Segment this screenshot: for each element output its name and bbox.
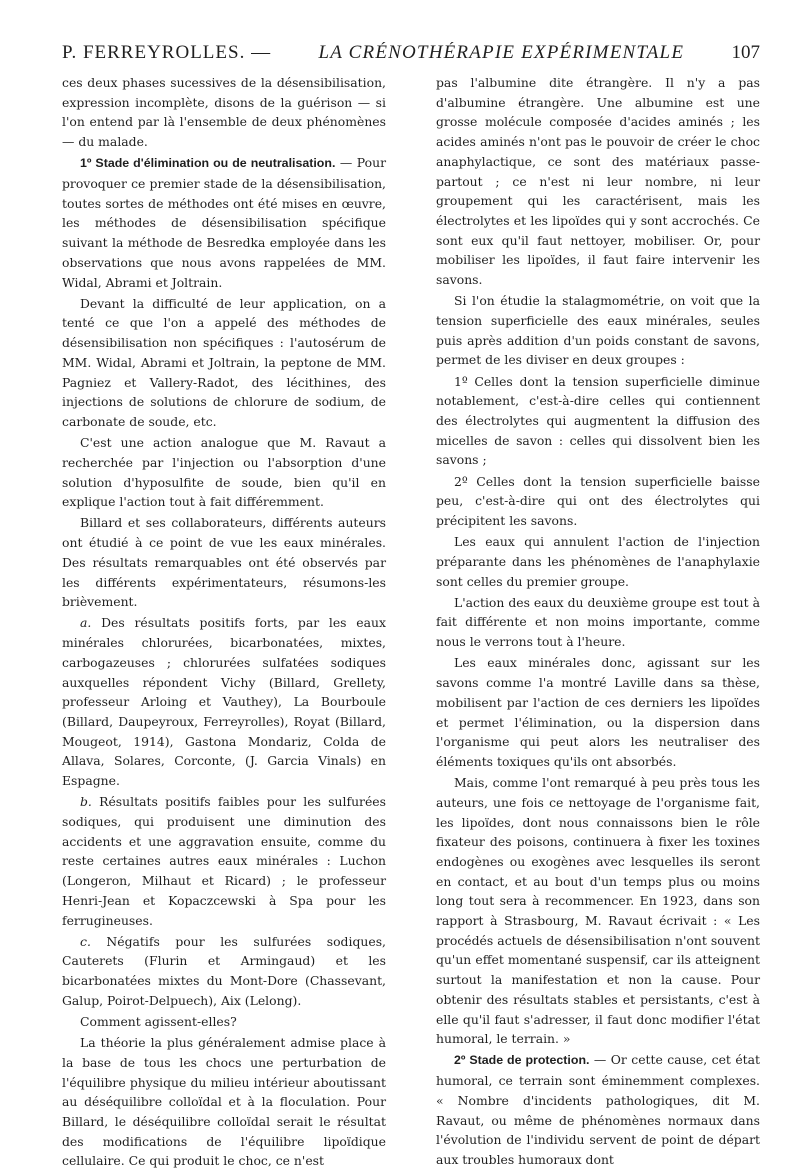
text-columns [62, 73, 760, 1173]
header-author: P. FERREYROLLES. — [62, 42, 272, 63]
section-heading: 2º Stade de protection. [454, 1053, 590, 1068]
paragraph: C'est une action analogue que M. Ravaut a recherchée par l'injection ou l'absorption d'une solution d'hyposulfite de soude, bien qu'il en explique l'action tout à fait différemment. [62, 435, 386, 510]
item-letter: b. [80, 794, 92, 810]
lettered-paragraph [62, 792, 386, 930]
paragraph: L'action des eaux du deuxième groupe est tout à fait différente et non moins importante, comme nous le verrons tout à l'heure. [436, 594, 760, 650]
section-heading: 1º Stade d'élimination ou de neutralisation. [80, 156, 336, 171]
section-paragraph [436, 1050, 760, 1169]
section-paragraph [62, 153, 386, 292]
section-text: — Or cette cause, cet état humoral, ce terrain sont éminemment complexes. « Nombre d'incidents pathologiques, dit M. Ravaut, ou même de phénomènes normaux dans l'évolution de l'individu servent de point de départ aux troubles humoraux dont [436, 1052, 760, 1167]
lettered-paragraph [62, 613, 386, 790]
paragraph-continued: pas l'albumine dite étrangère. Il n'y a pas d'albumine étrangère. Une albumine est une grosse molécule composée d'acides aminés ; les acides aminés n'ont pas le pouvoir de créer le choc anaphylactique, ce sont des matériaux passe-partout ; ce n'est ni leur nombre, ni leur groupement qui les caractérisent, mais les électrolytes et les lipoïdes qui y sont accrochés. Ce sont eux qu'il faut nettoyer, mobiliser. Or, pour mobiliser les lipoïdes, il faut faire intervenir les savons. [436, 75, 760, 288]
item-text: Négatifs pour les sulfurées sodiques, Cauterets (Flurin et Armingaud) et les bicarbonatées mixtes du Mont-Dore (Chassevant, Galup, Poirot-Delpuech), Aix (Lelong). [62, 933, 386, 1008]
paragraph: Les eaux qui annulent l'action de l'injection préparante dans les phénomènes de l'anaphylaxie sont celles du premier groupe. [436, 534, 760, 589]
paragraph: Si l'on étudie la stalagmométrie, on voit que la tension superficielle des eaux minérales, seules puis après addition d'un poids constant de savons, permet de les diviser en deux groupes : [436, 293, 760, 368]
paragraph: 1º Celles dont la tension superficielle diminue notablement, c'est-à-dire celles qui contiennent des électrolytes qui augmentent la diffusion des micelles de savon : celles qui dissolvent bien les savons ; [436, 373, 760, 468]
header-title: LA CRÉNOTHÉRAPIE EXPÉRIMENTALE [318, 42, 685, 63]
paragraph: Devant la difficulté de leur application, on a tenté ce que l'on a appelé des méthodes de désensibilisation non spécifiques : l'autosérum de MM. Widal, Abrami et Joltrain, la peptone de MM. Pagniez et Vallery-Radot, des lécithines, des injections de solutions de chlorure de sodium, de carbonate de soude, etc. [62, 295, 386, 429]
paragraph: La théorie la plus généralement admise place à la base de tous les chocs une perturbation de l'équilibre physique du milieu intérieur aboutissant au déséquilibre colloïdal et à la floculation. Pour Billard, le déséquilibre colloïdal serait le résultat des modifications de l'équilibre lipoïdique cellulaire. Ce qui produit le choc, ce n'est [62, 1035, 386, 1169]
paragraph-continued: ces deux phases sucessives de la désensibilisation, expression incomplète, disons de la guérison — si l'on entend par là l'ensemble de deux phénomènes — du malade. [62, 75, 386, 150]
item-text: Des résultats positifs forts, par les eaux minérales chlorurées, bicarbonatées, mixtes, carbogazeuses ; chlorurées sulfatées sodiques auxquelles répondent Vichy (Billard, Grellety, professeur Arloing et Vauthey), La Bourboule (Billard, Daupeyroux, Ferreyrolles), Royat (Billard, Mougeot, 1914), Gastona Mondariz, Colda de Allava, Solares, Corconte, (J. Garcia Vinals) en Espagne. [62, 615, 386, 789]
paragraph: Les eaux minérales donc, agissant sur les savons comme l'a montré Laville dans sa thèse, mobilisent par l'action de ces derniers les lipoïdes et permet l'élimination, ou la dispersion dans l'organisme qui peut alors les neutraliser des éléments toxiques qu'ils ont absorbés. [436, 655, 760, 769]
item-text: Résultats positifs faibles pour les sulfurées sodiques, qui produisent une diminution des accidents et une aggravation ensuite, comme du reste certaines autres eaux minérales : Luchon (Longeron, Milhaut et Ricard) ; le professeur Henri-Jean et Kopaczcewski à Spa pour les ferrugineuses. [62, 794, 386, 928]
running-header [62, 42, 760, 72]
item-letter: c. [80, 933, 91, 949]
paragraph: Billard et ses collaborateurs, différents auteurs ont étudié à ce point de vue les eaux minérales. Des résultats remarquables ont été observés par les différents expérimentateurs, résumons-les brièvement. [62, 515, 386, 610]
section-text: — Pour provoquer ce premier stade de la désensibilisation, toutes sortes de méthodes ont été mises en œuvre, les méthodes de désensibilisation spécifique suivant la méthode de Besredka employée dans les observations que nous avons rappelées de MM. Widal, Abrami et Joltrain. [62, 155, 387, 290]
paragraph: Mais, comme l'ont remarqué à peu près tous les auteurs, une fois ce nettoyage de l'organisme fait, les lipoïdes, dont nous connaissons bien le rôle fixateur des poisons, continuera à fixer les toxines endogènes ou exogènes avec lesquelles ils seront en contact, et au bout d'un temps plus ou moins long tout sera à recommencer. En 1923, dans son rapport à Strasbourg, M. Ravaut écrivait : « Les procédés actuels de désensibilisation n'ont souvent qu'un effet momentané suspensif, car ils atteignent surtout la manifestation et non la cause. Pour obtenir des résultats stables et persistants, c'est à elle qu'il faut s'adresser, il faut donc modifier l'état humoral, le terrain. » [436, 775, 760, 1047]
paragraph: 2º Celles dont la tension superficielle baisse peu, c'est-à-dire qui ont des électrolytes qui précipitent les savons. [436, 473, 760, 528]
paragraph: Comment agissent-elles? [80, 1014, 237, 1030]
page-number: 107 [731, 42, 760, 63]
left-column [62, 73, 386, 1173]
lettered-paragraph [62, 932, 386, 1011]
item-letter: a. [80, 615, 92, 631]
right-column [436, 73, 760, 1173]
